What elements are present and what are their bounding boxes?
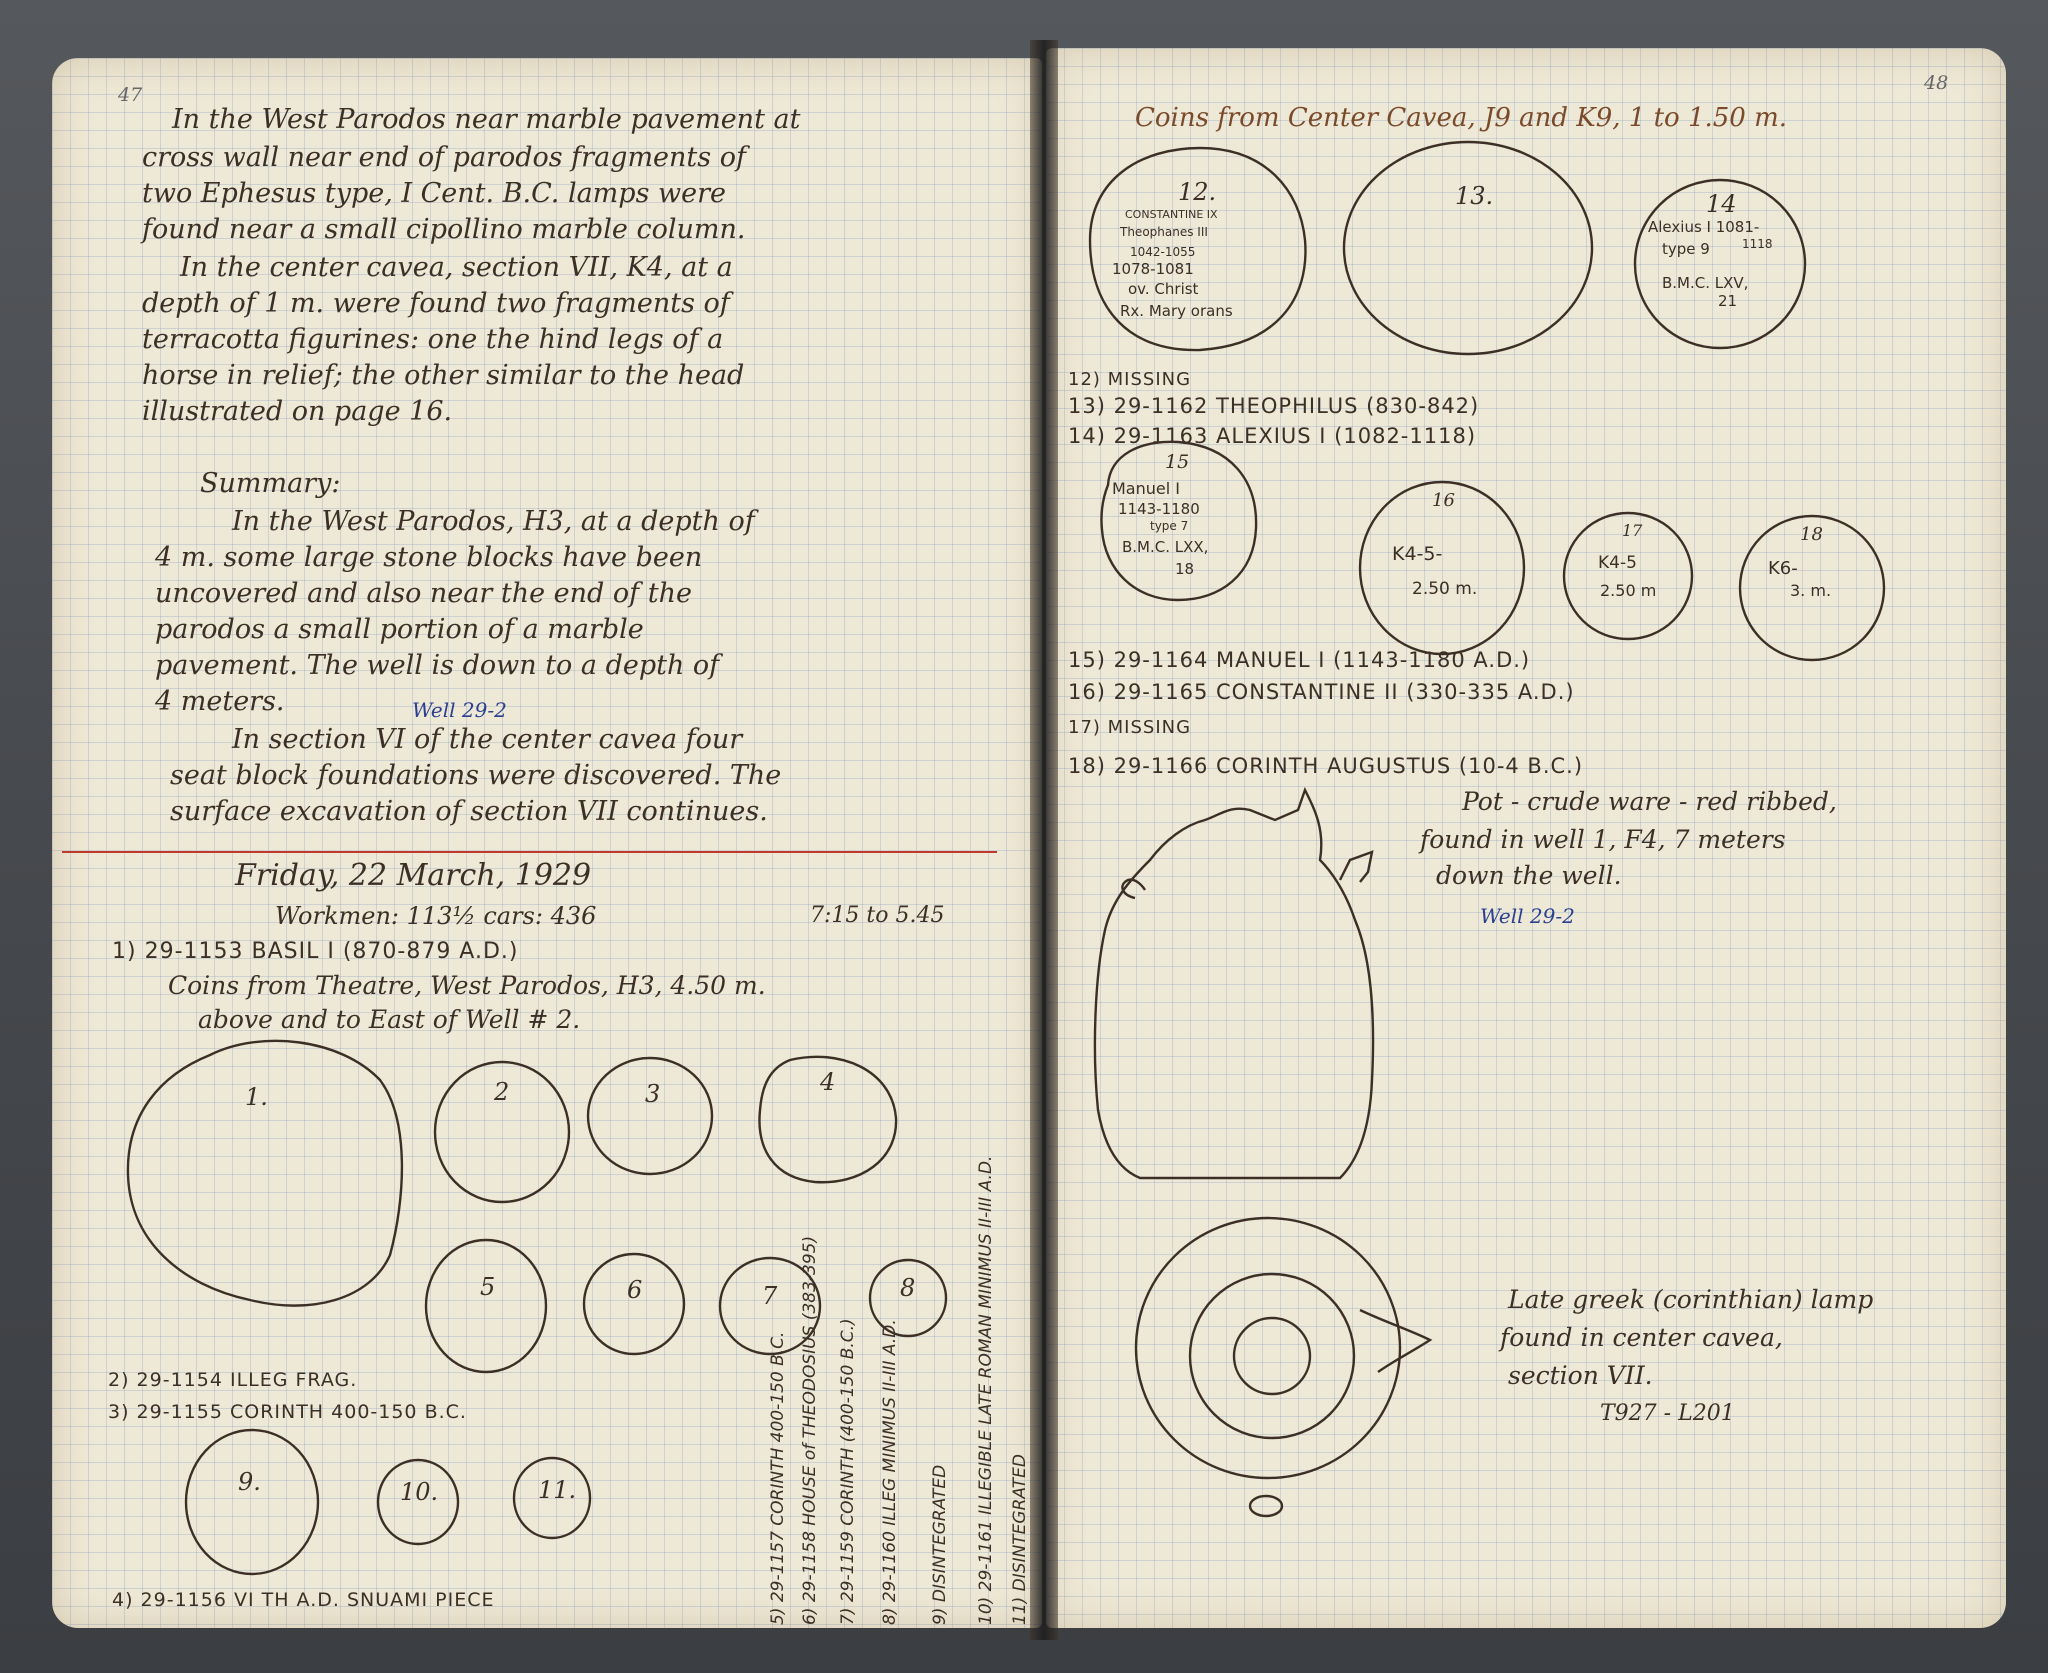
left-page-number: 47 <box>118 84 143 106</box>
entry-15: 15) 29-1164 MANUEL I (1143-1180 A.D.) <box>1068 648 1531 672</box>
coin-label: 5 <box>480 1273 496 1301</box>
vertical-entry-11: 11) DISINTEGRATED <box>1010 1453 1030 1625</box>
vertical-entry-6: 6) 29-1158 HOUSE of THEODOSIUS (383-395) <box>800 1235 820 1625</box>
text-line: parodos a small portion of a marble <box>155 614 644 645</box>
lamp-id: T927 - L201 <box>1600 1401 1735 1426</box>
text-line: found near a small cipollino marble column. <box>142 214 746 245</box>
coin-text: type 9 <box>1662 240 1710 258</box>
coin-text: 18 <box>1175 560 1195 578</box>
vertical-entry-9: 9) DISINTEGRATED <box>930 1464 950 1625</box>
text-line: uncovered and also near the end of the <box>155 578 692 609</box>
text-line: cross wall near end of parodos fragments of <box>142 142 746 173</box>
text-line: In the center cavea, section VII, K4, at a <box>180 252 733 283</box>
coin-text: ov. Christ <box>1128 280 1199 298</box>
text-line: In the West Parodos near marble pavement at <box>172 104 801 135</box>
entry-13: 13) 29-1162 THEOPHILUS (830-842) <box>1068 394 1480 418</box>
coin-sketch-4 <box>759 1057 896 1182</box>
pot-well-note: Well 29-2 <box>1480 904 1575 928</box>
coin-sketch-12 <box>1090 148 1305 350</box>
coin-label: 10. <box>400 1478 439 1506</box>
coin-text: type 7 <box>1150 519 1189 533</box>
pot-note-line: Pot - crude ware - red ribbed, <box>1462 787 1837 816</box>
coin-text: 1143-1180 <box>1118 500 1200 518</box>
coin-sketch-5 <box>426 1240 546 1372</box>
coin-text: 1078-1081 <box>1112 260 1194 278</box>
coin-text: 2.50 m <box>1600 581 1657 600</box>
coin-text: B.M.C. LXV, <box>1662 274 1749 292</box>
vertical-entry-7: 7) 29-1159 CORINTH (400-150 B.C.) <box>838 1318 858 1625</box>
coins-heading-line: Coins from Theatre, West Parodos, H3, 4.50 m. <box>168 971 766 1000</box>
coin-sketch-14 <box>1635 180 1805 348</box>
lamp-sketch <box>1136 1218 1430 1516</box>
entry-4: 4) 29-1156 VI TH A.D. SNUAMI PIECE <box>112 1589 495 1611</box>
lamp-note-line: section VII. <box>1508 1361 1653 1390</box>
coin-text: K4-5- <box>1392 543 1443 565</box>
coin-label: 8 <box>900 1274 916 1302</box>
text-line: terracotta figurines: one the hind legs of a <box>142 324 724 355</box>
coin-label: 9. <box>238 1468 261 1496</box>
coins-heading-line: above and to East of Well # 2. <box>198 1005 581 1034</box>
well-note: Well 29-2 <box>412 698 507 722</box>
coin-sketch-11 <box>514 1458 590 1538</box>
entry-3: 3) 29-1155 CORINTH 400-150 B.C. <box>108 1401 467 1423</box>
pot-sketch <box>1095 790 1373 1178</box>
coin-sketch-6 <box>584 1254 684 1354</box>
coin-label: 7 <box>762 1282 778 1310</box>
coin-number: 14 <box>1706 190 1737 218</box>
work-hours: 7:15 to 5.45 <box>810 903 945 928</box>
vertical-entry-10: 10) 29-1161 ILLEGIBLE LATE ROMAN MINIMUS II-III A.D. <box>976 1155 996 1625</box>
coin-sketch-10 <box>378 1460 458 1544</box>
text-line: 4 meters. <box>155 686 285 717</box>
coin-sketch-17 <box>1564 513 1692 639</box>
text-line: pavement. The well is down to a depth of <box>155 650 720 681</box>
text-line: surface excavation of section VII continues. <box>170 796 768 827</box>
text-line: depth of 1 m. were found two fragments of <box>142 288 730 319</box>
coin-label: 4 <box>820 1068 836 1096</box>
lamp-note-line: found in center cavea, <box>1500 1323 1783 1352</box>
pot-note-line: down the well. <box>1436 861 1622 890</box>
coin-text: Alexius I 1081- <box>1648 218 1760 236</box>
entry-1: 1) 29-1153 BASIL I (870-879 A.D.) <box>112 939 519 964</box>
coin-sketch-13 <box>1344 142 1592 354</box>
coin-sketch-8 <box>870 1260 946 1336</box>
coin-text: K6- <box>1768 558 1798 579</box>
lamp-note-line: Late greek (corinthian) lamp <box>1508 1285 1874 1314</box>
coin-sketch-18 <box>1740 516 1884 660</box>
vertical-entry-8: 8) 29-1160 ILLEG MINIMUS II-III A.D. <box>880 1319 900 1625</box>
entry-12: 12) MISSING <box>1068 369 1192 390</box>
entry-2: 2) 29-1154 ILLEG FRAG. <box>108 1369 358 1391</box>
coin-number: 17 <box>1622 521 1643 540</box>
text-line: seat block foundations were discovered. The <box>170 760 782 791</box>
coin-number: 16 <box>1432 490 1455 511</box>
entry-14: 14) 29-1163 ALEXIUS I (1082-1118) <box>1068 424 1477 448</box>
coin-sketch-3 <box>588 1058 712 1174</box>
text-line: In section VI of the center cavea four <box>232 724 743 755</box>
coin-text: 1042-1055 <box>1130 245 1196 259</box>
entry-16: 16) 29-1165 CONSTANTINE II (330-335 A.D.) <box>1068 680 1575 704</box>
text-line: 4 m. some large stone blocks have been <box>155 542 703 573</box>
text-line: horse in relief; the other similar to the head <box>142 360 745 391</box>
text-line: two Ephesus type, I Cent. B.C. lamps were <box>142 178 726 209</box>
coin-text: 3. m. <box>1790 581 1832 600</box>
coin-label: 1. <box>245 1083 268 1111</box>
date-heading: Friday, 22 March, 1929 <box>235 858 592 893</box>
coin-label: 2 <box>494 1078 510 1106</box>
coin-label: 6 <box>627 1276 643 1304</box>
coin-sketch-7 <box>720 1258 820 1354</box>
coin-sketch-2 <box>435 1062 569 1202</box>
coin-sketch-15 <box>1101 442 1256 600</box>
coin-text: CONSTANTINE IX <box>1125 208 1218 221</box>
right-heading: Coins from Center Cavea, J9 and K9, 1 to 1.50 m. <box>1135 103 1788 133</box>
workmen-line: Workmen: 113½ cars: 436 <box>275 902 597 930</box>
entry-17: 17) MISSING <box>1068 717 1192 738</box>
coin-number: 15 <box>1165 451 1190 473</box>
coin-number: 18 <box>1800 524 1823 545</box>
coin-text: 21 <box>1718 292 1738 310</box>
coin-text: B.M.C. LXX, <box>1122 538 1209 556</box>
pot-note-line: found in well 1, F4, 7 meters <box>1420 825 1786 854</box>
coin-text: Rx. Mary orans <box>1120 302 1233 320</box>
coin-text: K4-5 <box>1598 553 1637 573</box>
coin-label: 11. <box>538 1476 577 1504</box>
coin-text: 1118 <box>1742 237 1773 251</box>
coin-number: 13. <box>1455 182 1494 210</box>
vertical-entry-5: 5) 29-1157 CORINTH 400-150 B.C. <box>768 1331 788 1625</box>
coin-sketch-9 <box>186 1430 318 1574</box>
coin-sketch-16 <box>1360 482 1524 654</box>
coin-sketch-1 <box>128 1041 402 1306</box>
right-page-number: 48 <box>1924 72 1949 94</box>
text-line: illustrated on page 16. <box>142 396 453 427</box>
summary-heading: Summary: <box>200 468 341 499</box>
coin-text: Theophanes III <box>1120 225 1208 239</box>
coin-text: 2.50 m. <box>1412 579 1478 599</box>
entry-18: 18) 29-1166 CORINTH AUGUSTUS (10-4 B.C.) <box>1068 754 1584 778</box>
coin-label: 3 <box>645 1080 661 1108</box>
coin-number: 12. <box>1178 178 1217 206</box>
coin-text: Manuel I <box>1112 479 1180 498</box>
text-line: In the West Parodos, H3, at a depth of <box>232 506 755 537</box>
